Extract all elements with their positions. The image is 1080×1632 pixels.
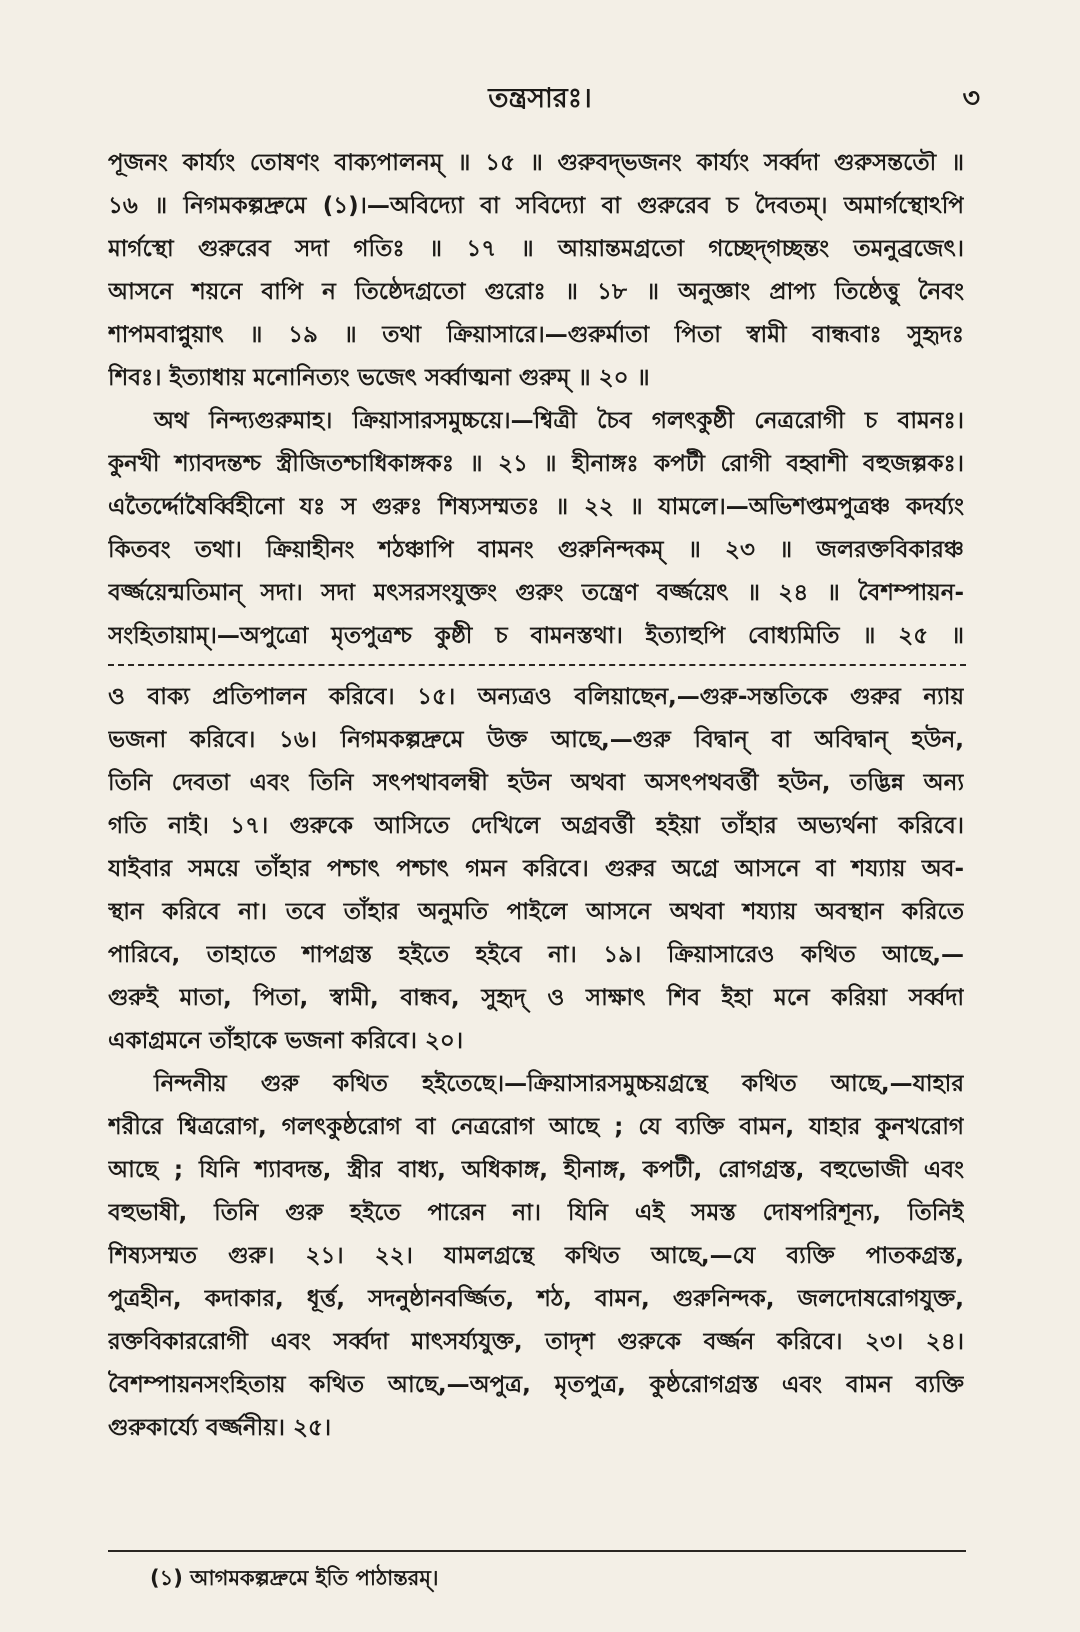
text-line: বৈশম্পায়নসংহিতায় কথিত আছে,—অপুত্র, মৃতপুত্র, কুষ্ঠরোগগ্রস্ত এবং বামন ব্যক্তি (108, 1372, 964, 1398)
section-divider (108, 664, 966, 666)
text-line: একাগ্রমনে তাঁহাকে ভজনা করিবে। ২০। (108, 1028, 464, 1054)
text-line: অথ নিন্দ্যগুরুমাহ। ক্রিয়াসারসমুচ্চয়ে।—শ্বিত্রী চৈব গলৎকুষ্ঠী নেত্ররোগী চ বামনঃ। (154, 408, 964, 434)
footnote: (১) আগমকল্পদ্রুমে ইতি পাঠান্তরম্। (150, 1566, 439, 1590)
sanskrit-text-block (108, 142, 964, 658)
text-line: আসনে শয়নে বাপি ন তিষ্ঠেদগ্রতো গুরোঃ ॥ ১৮ ॥ অনুজ্ঞাং প্রাপ্য তিষ্ঠেত্তু নৈবং (108, 279, 964, 305)
page-number: ৩ (962, 83, 980, 114)
text-line: গুরুকার্য্যে বর্জ্জনীয়। ২৫। (108, 1415, 332, 1441)
text-line: যাইবার সময়ে তাঁহার পশ্চাৎ পশ্চাৎ গমন করিবে। গুরুর অগ্রে আসনে বা শয্যায় অব- (108, 856, 964, 882)
text-line: পূজনং কাৰ্য্যং তোষণং বাক্যপালনম্ ॥ ১৫ ॥ গুরুবদ্‌ভজনং কাৰ্য্যং সৰ্ব্বদা গুরুসন্ততৌ ॥ (108, 150, 964, 176)
text-line: এতৈর্দ্দোষৈর্ব্বিহীনো যঃ স গুরুঃ শিষ্যসম্মতঃ ॥ ২২ ॥ যামলে।—অভিশপ্তমপুত্রঞ্চ কদর্য্যং (108, 494, 964, 520)
text-line: কিতবং তথা। ক্রিয়াহীনং শঠঞ্চাপি বামনং গুরুনিন্দকম্ ॥ ২৩ ॥ জলরক্তবিকারঞ্চ (108, 537, 964, 563)
text-line: শিষ্যসম্মত গুরু। ২১। ২২। যামলগ্রন্থে কথিত আছে,—যে ব্যক্তি পাতকগ্রস্ত, (108, 1243, 964, 1269)
text-line: শরীরে শ্বিত্ররোগ, গলৎকুষ্ঠরোগ বা নেত্ররোগ আছে ; যে ব্যক্তি বামন, যাহার কুনখরোগ (108, 1114, 964, 1140)
running-title: তন্ত্রসারঃ। (488, 83, 592, 114)
text-line: ভজনা করিবে। ১৬। নিগমকল্পদ্রুমে উক্ত আছে,—গুরু বিদ্বান্ বা অবিদ্বান্ হউন, (108, 727, 964, 753)
text-line: রক্তবিকাররোগী এবং সৰ্ব্বদা মাৎসর্য্যযুক্ত, তাদৃশ গুরুকে বর্জ্জন করিবে। ২৩। ২৪। (108, 1329, 964, 1355)
text-line: মার্গস্থো গুরুরেব সদা গতিঃ ॥ ১৭ ॥ আয়ান্তমগ্রতো গচ্ছেদ্‌গচ্ছন্তং তমনুব্রজেৎ। (108, 236, 964, 262)
text-line: স্থান করিবে না। তবে তাঁহার অনুমতি পাইলে আসনে অথবা শয্যায় অবস্থান করিতে (108, 899, 964, 925)
text-line: বর্জ্জয়েন্মতিমান্ সদা। সদা মৎসরসংযুক্তং গুরুং তন্ত্রেণ বর্জ্জয়েৎ ॥ ২৪ ॥ বৈশম্পায়ন- (108, 580, 964, 606)
text-line: পারিবে, তাহাতে শাপগ্রস্ত হইতে হইবে না। ১৯। ক্রিয়াসারেও কথিত আছে,— (108, 942, 964, 968)
text-line: গুরুই মাতা, পিতা, স্বামী, বান্ধব, সুহৃদ্ ও সাক্ষাৎ শিব ইহা মনে করিয়া সৰ্ব্বদা (108, 985, 964, 1011)
text-line: পুত্রহীন, কদাকার, ধূর্ত্ত, সদনুষ্ঠানবর্জ্জিত, শঠ, বামন, গুরুনিন্দক, জলদোষরোগযুক্ত, (108, 1286, 964, 1312)
text-line: বহুভাষী, তিনি গুরু হইতে পারেন না। যিনি এই সমস্ত দোষপরিশূন্য, তিনিই (108, 1200, 964, 1226)
text-line: শাপমবাপ্নুয়াৎ ॥ ১৯ ॥ তথা ক্রিয়াসারে।—গুরুর্মাতা পিতা স্বামী বান্ধবাঃ সুহৃদঃ (108, 322, 964, 348)
page-header (0, 78, 1080, 118)
bengali-translation-block (108, 676, 964, 1450)
text-line: নিন্দনীয় গুরু কথিত হইতেছে।—ক্রিয়াসারসমুচ্চয়গ্রন্থে কথিত আছে,—যাহার (154, 1071, 964, 1097)
text-line: সংহিতায়াম্।—অপুত্রো মৃতপুত্রশ্চ কুষ্ঠী চ বামনস্তথা। ইত্যাহুপি বোধ্যমিতি ॥ ২৫ ॥ (108, 623, 964, 649)
text-line: ১৬ ॥ নিগমকল্পদ্রুমে (১)।—অবিদ্যো বা সবিদ্যো বা গুরুরেব চ দৈবতম্। অমার্গস্থোঽপি (108, 193, 964, 219)
text-line: তিনি দেবতা এবং তিনি সৎপথাবলম্বী হউন অথবা অসৎপথবর্ত্তী হউন, তদ্ভিন্ন অন্য (108, 770, 964, 796)
text-line: গতি নাই। ১৭। গুরুকে আসিতে দেখিলে অগ্রবর্ত্তী হইয়া তাঁহার অভ্যর্থনা করিবে। (108, 813, 964, 839)
text-line: শিবঃ। ইত্যাধায় মনোনিত্যং ভজেৎ সৰ্ব্বাত্মনা গুরুম্ ॥ ২০ ॥ (108, 365, 650, 391)
text-line: আছে ; যিনি শ্যাবদন্ত, স্ত্রীর বাধ্য, অধিকাঙ্গ, হীনাঙ্গ, কপটী, রোগগ্রস্ত, বহুভোজী এবং (108, 1157, 964, 1183)
text-line: ও বাক্য প্রতিপালন করিবে। ১৫। অন্যত্রও বলিয়াছেন,—গুরু-সন্ততিকে গুরুর ন্যায় (108, 684, 964, 710)
text-line: কুনখী শ্যাবদন্তশ্চ স্ত্রীজিতশ্চাধিকাঙ্গকঃ ॥ ২১ ॥ হীনাঙ্গঃ কপটী রোগী বহ্বাশী বহুজল্পকঃ। (108, 451, 964, 477)
footnote-divider (108, 1550, 966, 1552)
